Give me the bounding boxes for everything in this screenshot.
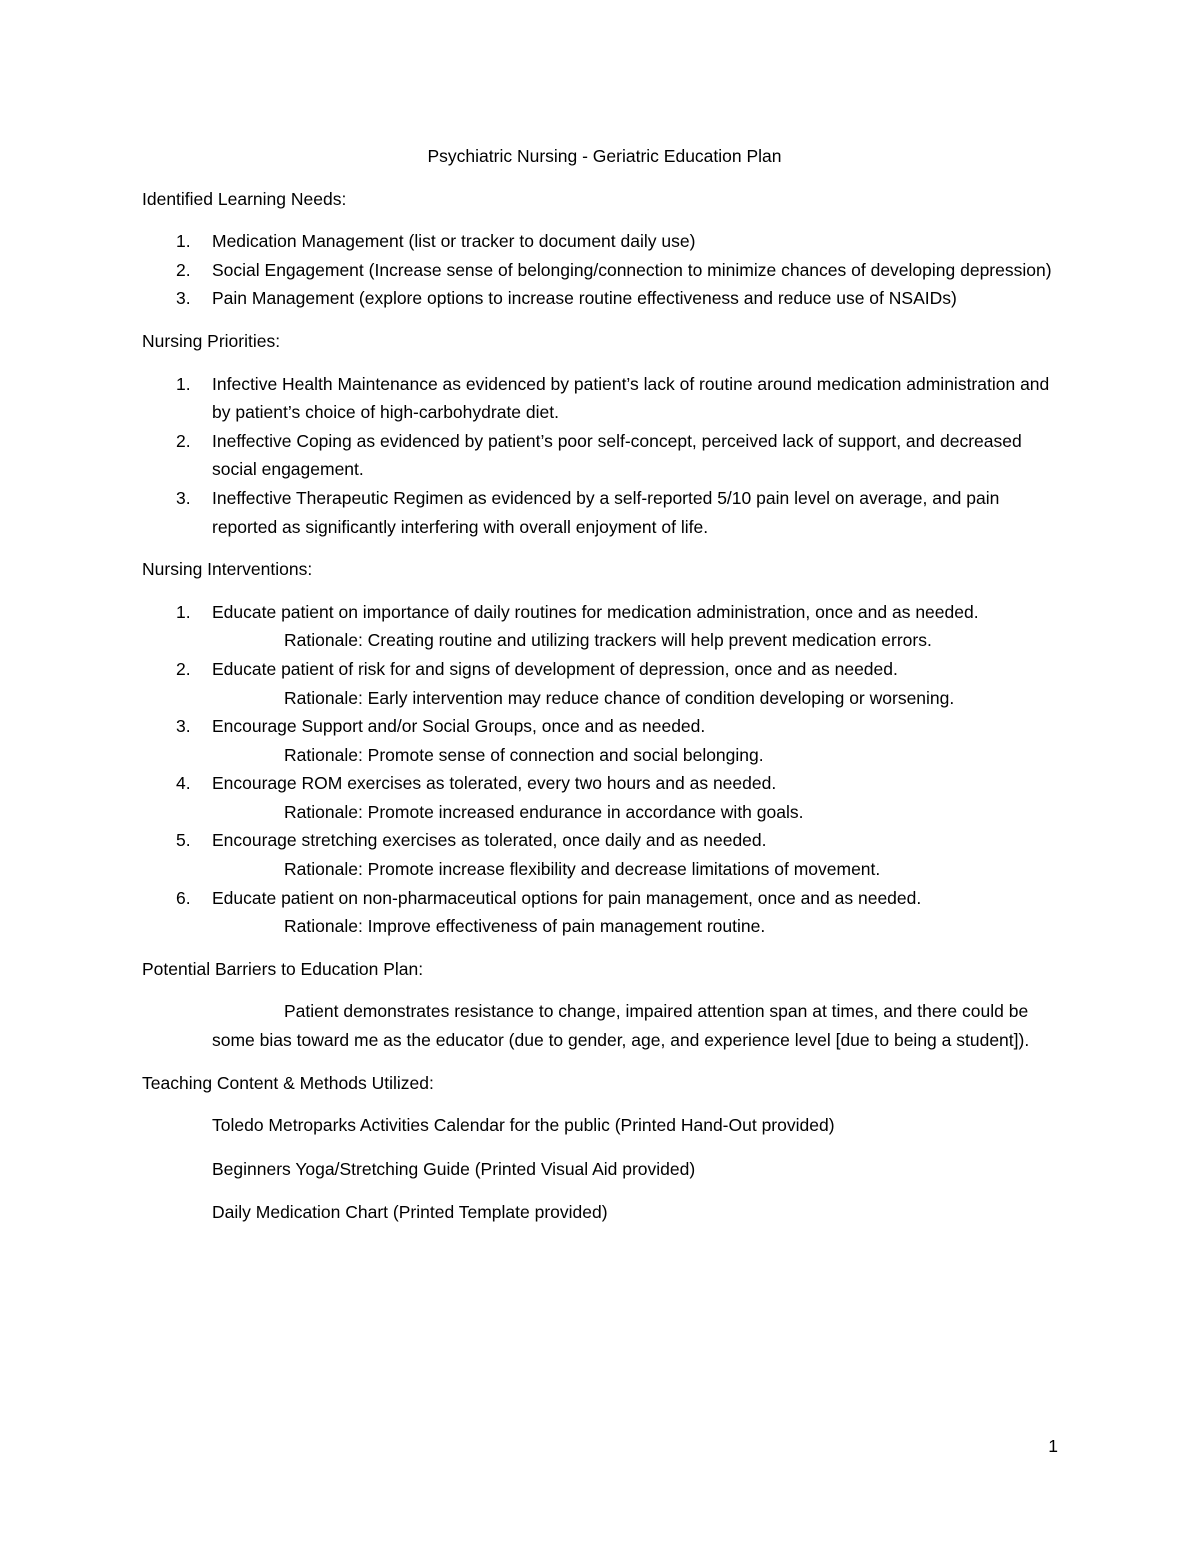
list-item [142, 484, 1067, 541]
list-item [142, 427, 1067, 484]
teaching-method-item: Toledo Metroparks Activities Calendar for the public (Printed Hand-Out provided) [212, 1115, 835, 1136]
list-item [142, 655, 1067, 712]
list-number: 3. [176, 288, 191, 309]
learning-needs-list [142, 227, 1067, 313]
list-number: 1. [176, 601, 191, 622]
rationale-text: Rationale: Improve effectiveness of pain management routine. [284, 916, 766, 937]
nursing-priorities-heading: Nursing Priorities: [142, 330, 281, 351]
list-item [142, 227, 1067, 256]
rationale-text: Rationale: Promote increased endurance in accordance with goals. [284, 801, 804, 822]
list-item [142, 284, 1067, 313]
list-item-text: Social Engagement (Increase sense of belonging/connection to minimize chances of developing depression) [212, 259, 1052, 280]
list-number: 1. [176, 231, 191, 252]
list-item-text: Ineffective Therapeutic Regimen as evidenced by a self-reported 5/10 pain level on average, and pain reported as significantly interfering with overall enjoyment of life. [212, 487, 1000, 537]
nursing-priorities-list [142, 370, 1067, 542]
list-item-text: Encourage stretching exercises as tolerated, once daily and as needed. [212, 830, 767, 851]
nursing-interventions-heading: Nursing Interventions: [142, 559, 313, 580]
list-number: 2. [176, 430, 191, 451]
list-item [142, 712, 1067, 769]
rationale-text: Rationale: Early intervention may reduce chance of condition developing or worsening. [284, 687, 955, 708]
teaching-method-item: Beginners Yoga/Stretching Guide (Printed Visual Aid provided) [212, 1158, 696, 1179]
list-item [142, 769, 1067, 826]
list-item-text: Educate patient of risk for and signs of development of depression, once and as needed. [212, 658, 898, 679]
list-number: 3. [176, 716, 191, 737]
teaching-method-item: Daily Medication Chart (Printed Template provided) [212, 1202, 608, 1223]
list-item-text: Educate patient on importance of daily routines for medication administration, once and as needed. [212, 601, 979, 622]
list-item-text: Medication Management (list or tracker to document daily use) [212, 231, 696, 252]
list-item [142, 370, 1067, 427]
learning-needs-heading: Identified Learning Needs: [142, 188, 347, 209]
rationale-text: Rationale: Creating routine and utilizing trackers will help prevent medication errors. [284, 630, 932, 651]
page-number: 1 [1048, 1436, 1058, 1456]
rationale-text: Rationale: Promote increase flexibility and decrease limitations of movement. [284, 859, 881, 880]
page-content [142, 142, 1067, 1242]
list-number: 3. [176, 487, 191, 508]
nursing-interventions-list [142, 598, 1067, 941]
list-number: 2. [176, 259, 191, 280]
rationale-text: Rationale: Promote sense of connection and social belonging. [284, 744, 764, 765]
list-item-text: Encourage Support and/or Social Groups, once and as needed. [212, 716, 706, 737]
barriers-heading: Potential Barriers to Education Plan: [142, 958, 424, 979]
list-item-text: Encourage ROM exercises as tolerated, every two hours and as needed. [212, 773, 777, 794]
document-title: Psychiatric Nursing - Geriatric Education Plan [427, 146, 782, 166]
barriers-paragraph: Patient demonstrates resistance to change, impaired attention span at times, and there could be some bias toward me as the educator (due to gender, age, and experience level [due to being a student]). [212, 1001, 1030, 1051]
teaching-heading: Teaching Content & Methods Utilized: [142, 1072, 434, 1093]
list-item-text: Pain Management (explore options to increase routine effectiveness and reduce use of NSAIDs) [212, 288, 957, 309]
list-item [142, 826, 1067, 883]
list-item [142, 598, 1067, 655]
list-number: 1. [176, 373, 191, 394]
list-item-text: Ineffective Coping as evidenced by patient’s poor self-concept, perceived lack of support, and decreased social engagement. [212, 430, 1022, 480]
list-item-text: Educate patient on non-pharmaceutical options for pain management, once and as needed. [212, 887, 922, 908]
list-item [142, 256, 1067, 285]
list-number: 2. [176, 658, 191, 679]
list-item [142, 884, 1067, 941]
list-item-text: Infective Health Maintenance as evidenced by patient’s lack of routine around medication administration and by patient’s choice of high-carbohydrate diet. [212, 373, 1050, 423]
list-number: 4. [176, 773, 191, 794]
list-number: 6. [176, 887, 191, 908]
list-number: 5. [176, 830, 191, 851]
